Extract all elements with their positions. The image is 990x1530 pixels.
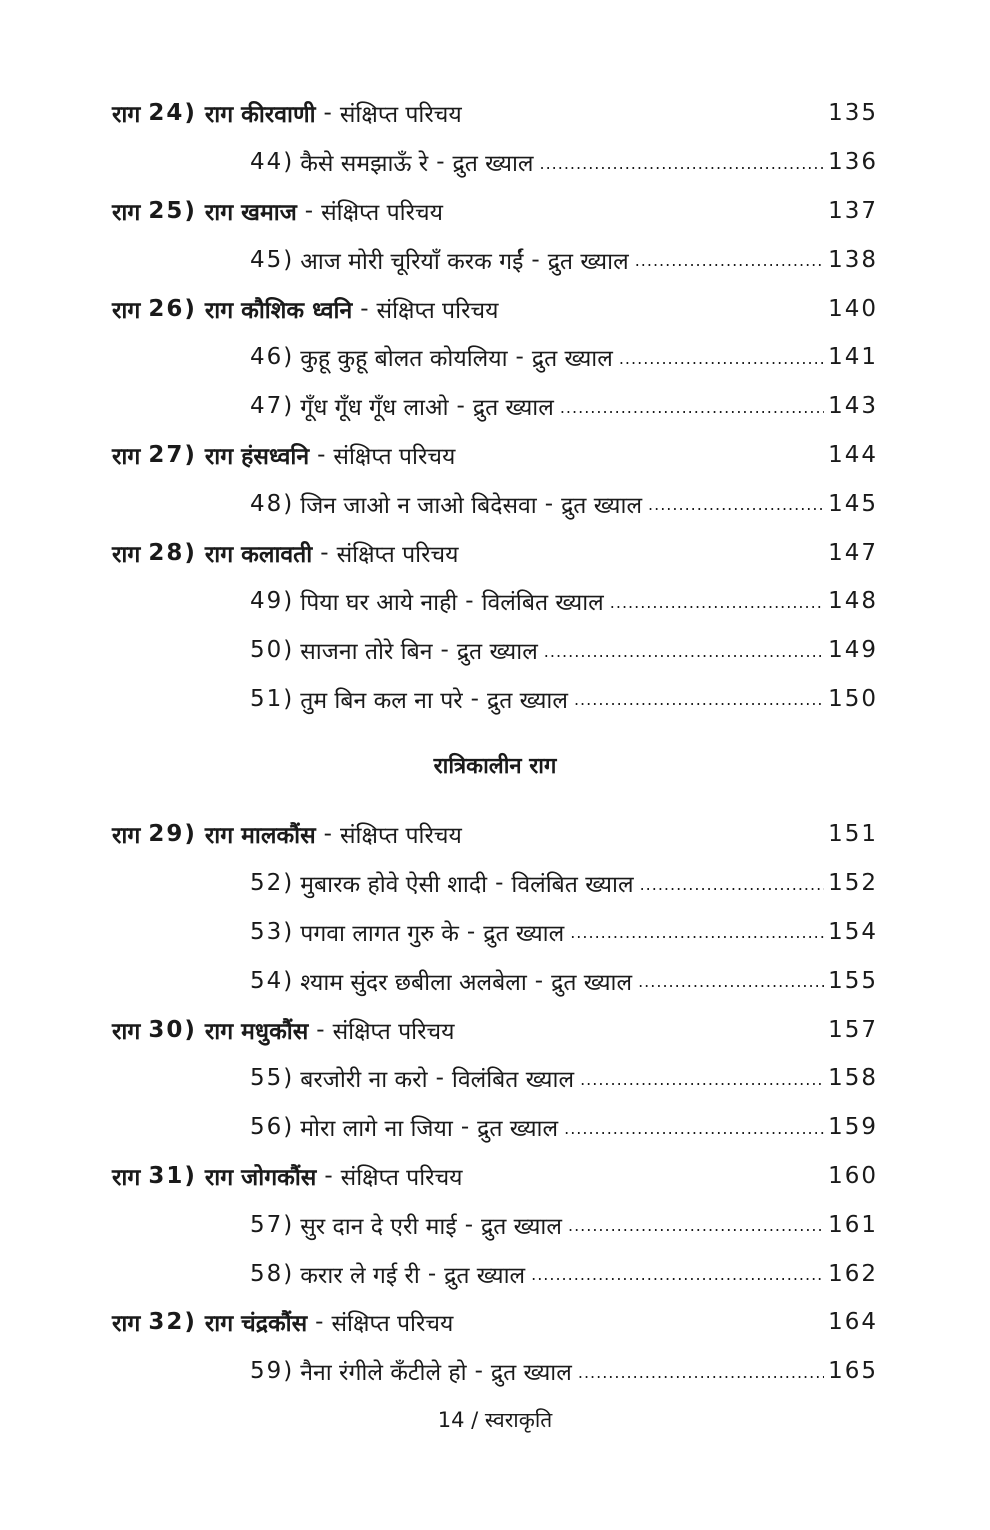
raga-prefix: राग xyxy=(112,297,141,324)
raga-description: संक्षिप्त परिचय xyxy=(332,1018,455,1045)
raga-name: राग खमाज xyxy=(204,199,297,226)
song-title: बरजोरी ना करो xyxy=(300,1067,428,1094)
song-entry[interactable] xyxy=(112,1249,878,1298)
dot-leader xyxy=(610,593,824,626)
dot-leader xyxy=(580,1070,824,1103)
raga-number: 27) xyxy=(148,441,197,468)
dash: - xyxy=(436,149,445,176)
dot-leader xyxy=(638,972,824,1005)
dash: - xyxy=(435,1065,444,1092)
raga-prefix: राग xyxy=(112,1018,141,1045)
page-number: 160 xyxy=(828,1162,878,1189)
dash: - xyxy=(531,246,540,273)
song-entry[interactable] xyxy=(112,859,878,908)
song-entry[interactable] xyxy=(112,675,878,724)
contents-list-night-ragas xyxy=(112,810,878,1396)
song-number: 47) xyxy=(250,393,295,420)
song-type: द्रुत ख्याल xyxy=(486,687,568,714)
page-number: 158 xyxy=(828,1065,878,1092)
page-number: 161 xyxy=(828,1211,878,1238)
song-type: विलंबित ख्याल xyxy=(481,590,604,617)
song-type: द्रुत ख्याल xyxy=(452,151,534,178)
raga-number: 29) xyxy=(148,821,197,848)
song-entry[interactable] xyxy=(112,577,878,626)
song-type: द्रुत ख्याल xyxy=(477,1116,559,1143)
section-heading: रात्रिकालीन राग xyxy=(433,754,557,779)
dash: - xyxy=(464,1211,473,1238)
song-title: मोरा लागे ना जिया xyxy=(300,1116,453,1143)
song-entry[interactable] xyxy=(112,626,878,675)
song-title: पिया घर आये नाही xyxy=(300,590,458,617)
dot-leader xyxy=(540,154,825,187)
raga-entry[interactable] xyxy=(112,187,878,236)
page-number: 147 xyxy=(828,539,878,566)
page-number: 136 xyxy=(828,149,878,176)
song-number: 46) xyxy=(250,344,295,371)
raga-prefix: राग xyxy=(112,1164,141,1191)
raga-description: संक्षिप्त परिचय xyxy=(340,1164,463,1191)
dash: - xyxy=(317,441,326,468)
dash: - xyxy=(320,539,329,566)
raga-entry[interactable] xyxy=(112,1298,878,1347)
page-number: 145 xyxy=(828,490,878,517)
song-number: 58) xyxy=(250,1260,295,1287)
song-title: कुहू कुहू बोलत कोयलिया xyxy=(300,346,508,373)
raga-entry[interactable] xyxy=(112,810,878,859)
page-number: 144 xyxy=(828,441,878,468)
raga-number: 24) xyxy=(148,100,197,127)
song-type: द्रुत ख्याल xyxy=(531,346,613,373)
song-entry[interactable] xyxy=(112,1200,878,1249)
raga-name: राग कलावती xyxy=(204,541,313,568)
page-footer: 14 / स्वराकृति xyxy=(437,1408,553,1432)
song-type: विलंबित ख्याल xyxy=(511,872,634,899)
song-number: 51) xyxy=(250,685,295,712)
dot-leader xyxy=(544,642,824,675)
raga-description: संक्षिप्त परिचय xyxy=(336,541,459,568)
dash: - xyxy=(315,1309,324,1336)
dash: - xyxy=(323,100,332,127)
raga-description: संक्षिप्त परिचय xyxy=(321,199,443,226)
song-number: 55) xyxy=(250,1065,295,1092)
raga-prefix: राग xyxy=(112,1311,141,1338)
page-number: 148 xyxy=(828,588,878,615)
song-number: 48) xyxy=(250,490,295,517)
raga-description: संक्षिप्त परिचय xyxy=(333,443,456,470)
dot-leader xyxy=(635,251,824,284)
dot-leader xyxy=(619,349,824,382)
song-type: द्रुत ख्याल xyxy=(490,1360,572,1387)
page-number: 159 xyxy=(828,1114,878,1141)
song-type: द्रुत ख्याल xyxy=(444,1262,526,1289)
contents-list-day-ragas xyxy=(112,89,878,723)
page-number: 137 xyxy=(828,197,878,224)
raga-number: 25) xyxy=(148,197,197,224)
raga-description: संक्षिप्त परिचय xyxy=(376,297,499,324)
dash: - xyxy=(440,637,449,664)
raga-prefix: राग xyxy=(112,199,141,226)
song-title: साजना तोरे बिन xyxy=(300,639,433,666)
page-number: 157 xyxy=(828,1016,878,1043)
song-title: तुम बिन कल ना परे xyxy=(300,687,463,714)
song-number: 45) xyxy=(250,246,295,273)
raga-description: संक्षिप्त परिचय xyxy=(339,823,462,850)
song-title: करार ले गई री xyxy=(300,1262,420,1289)
raga-entry[interactable] xyxy=(112,1152,878,1201)
song-type: द्रुत ख्याल xyxy=(472,395,554,422)
song-type: द्रुत ख्याल xyxy=(481,1213,562,1240)
dot-leader xyxy=(640,875,825,908)
page-number: 152 xyxy=(828,870,878,897)
page-number: 164 xyxy=(828,1309,878,1336)
dash: - xyxy=(316,1016,325,1043)
page-number: 155 xyxy=(828,967,878,994)
song-number: 53) xyxy=(250,918,295,945)
song-title: मुबारक होवे ऐसी शादी xyxy=(300,872,488,899)
song-type: द्रुत ख्याल xyxy=(561,492,643,519)
dash: - xyxy=(534,967,544,994)
dash: - xyxy=(466,918,476,945)
page-number: 143 xyxy=(828,393,878,420)
dot-leader xyxy=(531,1265,824,1298)
song-title: कैसे समझाऊँ रे xyxy=(300,151,429,178)
song-type: द्रुत ख्याल xyxy=(483,920,565,947)
dot-leader xyxy=(564,1119,824,1152)
page-number: 138 xyxy=(828,246,878,273)
page-number: 154 xyxy=(828,918,878,945)
dash: - xyxy=(323,821,332,848)
raga-entry[interactable] xyxy=(112,284,878,333)
dash: - xyxy=(495,870,504,897)
dash: - xyxy=(465,588,474,615)
raga-entry[interactable] xyxy=(112,89,878,138)
song-title: नैना रंगीले कँटीले हो xyxy=(300,1360,467,1387)
song-number: 54) xyxy=(250,967,295,994)
song-entry[interactable] xyxy=(112,1347,878,1396)
dash: - xyxy=(515,344,524,371)
dash: - xyxy=(544,490,554,517)
song-entry[interactable] xyxy=(112,382,878,431)
song-entry[interactable] xyxy=(112,1054,878,1103)
raga-name: राग कीरवाणी xyxy=(204,102,316,129)
page-number: 140 xyxy=(828,295,878,322)
song-entry[interactable] xyxy=(112,956,878,1005)
dot-leader xyxy=(578,1363,824,1396)
page-number: 149 xyxy=(828,637,878,664)
song-entry[interactable] xyxy=(112,908,878,957)
raga-entry[interactable] xyxy=(112,528,878,577)
song-number: 56) xyxy=(250,1114,295,1141)
song-title: पगवा लागत गुरु के xyxy=(300,920,459,947)
song-number: 50) xyxy=(250,637,295,664)
raga-number: 30) xyxy=(148,1016,197,1043)
dash: - xyxy=(304,197,314,224)
dot-leader xyxy=(648,495,824,528)
dash: - xyxy=(324,1162,333,1189)
song-title: सुर दान दे एरी माई xyxy=(300,1213,457,1240)
song-entry[interactable] xyxy=(112,235,878,284)
song-title: जिन जाओ न जाओ बिदेसवा xyxy=(300,492,537,519)
song-title: आज मोरी चूरियाँ करक गईं xyxy=(300,248,524,275)
raga-number: 31) xyxy=(148,1162,197,1189)
page-number: 150 xyxy=(828,685,878,712)
song-type: द्रुत ख्याल xyxy=(547,248,629,275)
raga-name: राग हंसध्वनि xyxy=(204,443,310,470)
song-number: 44) xyxy=(250,149,295,176)
raga-name: राग जोगकौंस xyxy=(204,1164,317,1191)
song-type: द्रुत ख्याल xyxy=(456,639,538,666)
page-number: 165 xyxy=(828,1358,878,1385)
dot-leader xyxy=(570,923,824,956)
song-title: गूँध गूँध गूँध लाओ xyxy=(300,395,449,422)
page-number: 141 xyxy=(828,344,878,371)
raga-entry[interactable] xyxy=(112,1005,878,1054)
raga-name: राग चंद्रकौंस xyxy=(204,1311,308,1338)
dash: - xyxy=(474,1358,483,1385)
song-type: द्रुत ख्याल xyxy=(551,969,633,996)
raga-number: 28) xyxy=(148,539,197,566)
dot-leader xyxy=(574,690,824,723)
dash: - xyxy=(360,295,369,322)
raga-number: 26) xyxy=(148,295,197,322)
raga-name: राग कौशिक ध्वनि xyxy=(204,297,353,324)
page-number: 135 xyxy=(828,100,878,127)
song-type: विलंबित ख्याल xyxy=(451,1067,575,1094)
raga-description: संक्षिप्त परिचय xyxy=(331,1311,454,1338)
song-entry[interactable] xyxy=(112,479,878,528)
raga-name: राग मालकौंस xyxy=(204,823,316,850)
raga-prefix: राग xyxy=(112,102,141,129)
dot-leader xyxy=(568,1216,824,1249)
page-number: 162 xyxy=(828,1260,878,1287)
raga-entry[interactable] xyxy=(112,431,878,480)
raga-prefix: राग xyxy=(112,541,141,568)
dash: - xyxy=(456,393,465,420)
raga-description: संक्षिप्त परिचय xyxy=(339,102,462,129)
dot-leader xyxy=(560,398,824,431)
song-entry[interactable] xyxy=(112,333,878,382)
dash: - xyxy=(460,1114,470,1141)
dash: - xyxy=(427,1260,437,1287)
song-number: 59) xyxy=(250,1358,295,1385)
raga-prefix: राग xyxy=(112,443,141,470)
song-number: 57) xyxy=(250,1211,295,1238)
dash: - xyxy=(470,685,479,712)
song-entry[interactable] xyxy=(112,1103,878,1152)
song-entry[interactable] xyxy=(112,138,878,187)
song-number: 52) xyxy=(250,870,295,897)
raga-prefix: राग xyxy=(112,823,141,850)
song-title: श्याम सुंदर छबीला अलबेला xyxy=(300,969,527,996)
raga-number: 32) xyxy=(148,1309,197,1336)
page-number: 151 xyxy=(828,821,878,848)
song-number: 49) xyxy=(250,588,295,615)
raga-name: राग मधुकौंस xyxy=(204,1018,309,1045)
